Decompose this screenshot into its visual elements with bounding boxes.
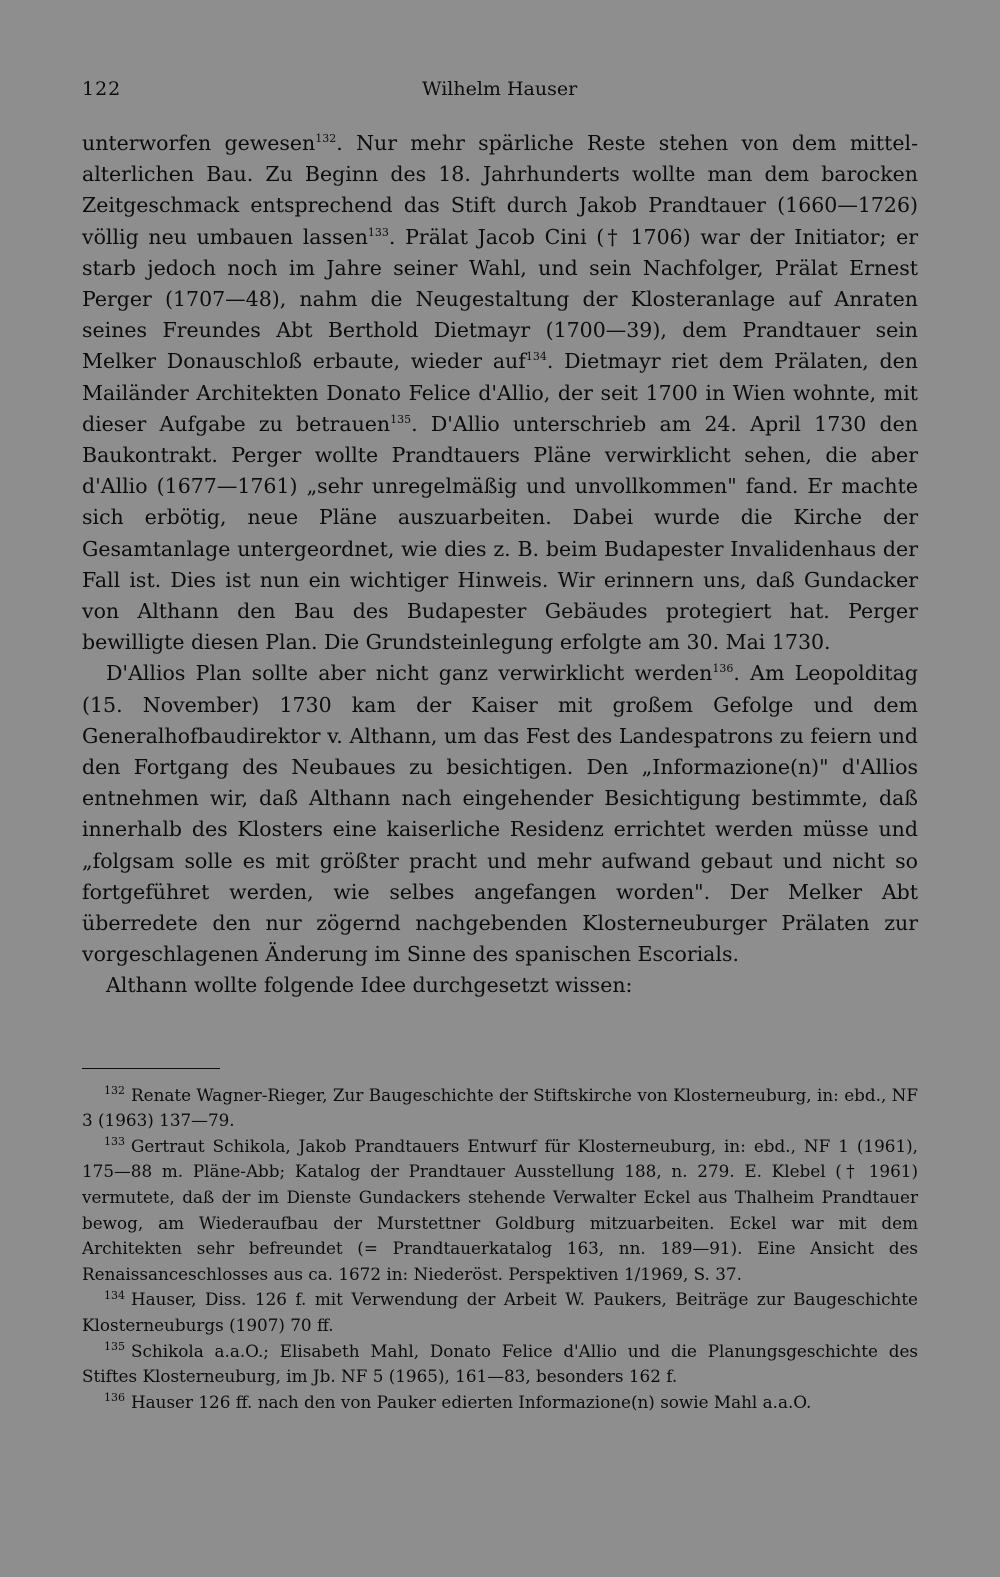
footnote-text: Hauser 126 ff. nach den von Pauker edierten Informazione(n) sowie Mahl a.a.O. xyxy=(131,1391,812,1412)
footnote-ref[interactable]: 134 xyxy=(525,350,547,364)
page-number: 122 xyxy=(82,78,122,100)
paragraph xyxy=(82,658,918,970)
running-head xyxy=(82,72,918,112)
footnote-number: 135 xyxy=(104,1340,125,1354)
footnote xyxy=(82,1083,918,1134)
book-page xyxy=(82,72,918,1415)
footnote-text: Gertraut Schikola, Jakob Prandtauers Entwurf für Klosterneuburg, in: ebd., NF 1 (1961), 175—88 m. Pläne-Abb; Katalog der Prandtauer Ausstellung 188, n. 279. E. Klebel († 1961) vermutete, daß der im Dienste Gundackers stehende Verwalter Eckel aus Thalheim Prandtauer bewog, am Wiederaufbau der Murstettner Goldburg mitzuarbeiten. Eckel war mit dem Architekten sehr befreundet (= Prandtauerkatalog 163, nn. 189—91). Eine Ansicht des Renaissanceschlosses aus ca. 1672 in: Niederöst. Perspektiven 1/1969, S. 37. xyxy=(82,1135,918,1284)
footnote xyxy=(82,1287,918,1338)
footnote-ref[interactable]: 133 xyxy=(367,225,389,239)
footnote-text: Renate Wagner-Rieger, Zur Baugeschichte der Stiftskirche von Klosterneuburg, in: ebd., NF 3 (1963) 137—79. xyxy=(82,1084,918,1131)
footnote xyxy=(82,1134,918,1288)
footnote xyxy=(82,1390,918,1416)
paragraph-text: D'Allios Plan sollte aber nicht ganz verwirklicht werden xyxy=(106,661,713,686)
footnote xyxy=(82,1339,918,1390)
paragraph-text: . Nur mehr spärliche Reste stehen von dem mittelalterlichen Bau. Zu Beginn des 18. Jahrhunderts wollte man dem barocken Zeitgeschmack entsprechend das Stift durch Jakob Prandtauer (1660—1726) völlig neu umbauen lassen xyxy=(82,131,918,249)
footnote-ref[interactable]: 135 xyxy=(390,413,412,426)
footnote-number: 133 xyxy=(104,1135,125,1149)
paragraph-text: Althann wollte folgende Idee durchgesetzt wissen: xyxy=(106,973,633,998)
paragraph-text: . Am Leopolditag (15. November) 1730 kam der Kaiser mit großem Gefolge und dem Generalhofbaudirektor v. Althann, um das Fest des Landespatrons zu feiern und den Fortgang des Neubaues zu besichtigen. Den „Informazione(n)" d'Allios entnehmen wir, daß Althann nach eingehender Besichtigung bestimmte, daß innerhalb des Klosters eine kaiserliche Residenz errichtet werden müsse und „folgsam solle es mit größter pracht und mehr aufwand gebaut und nicht so fortgeführet werden, wie selbes angefangen worden". Der Melker Abt überredete den nur zögernd nachgebenden Klosterneuburger Prälaten zur vorgeschlagenen Änderung im Sinne des spanischen Escorials. xyxy=(82,661,918,967)
footnotes xyxy=(82,1083,918,1416)
paragraph-text: unterworfen gewesen xyxy=(82,131,316,155)
footnote-number: 132 xyxy=(104,1084,125,1098)
paragraph xyxy=(82,128,918,658)
footnote-text: Schikola a.a.O.; Elisabeth Mahl, Donato Felice d'Allio und die Planungsgeschichte des Stiftes Klosterneuburg, im Jb. NF 5 (1965), 161—83, besonders 162 f. xyxy=(82,1340,918,1387)
paragraph xyxy=(82,970,918,1001)
paragraph-text: . D'Allio unterschrieb am 24. April 1730 den Baukontrakt. Perger wollte Prandtauers Pläne verwirklicht sehen, die aber d'Allio (1677—1761) „sehr unregelmäßig und unvollkommen" fand. Er machte sich erbötig, neue Pläne auszuarbeiten. Dabei wurde die Kirche der Gesamtanlage untergeordnet, wie dies z. B. beim Budapester Invalidenhaus der Fall ist. Dies ist nun ein wichtiger Hinweis. Wir erinnern uns, daß Gundacker von Althann den Bau des Budapester Gebäudes protegiert hat. Perger bewilligte diesen Plan. Die Grundsteinlegung erfolgte am 30. Mai 1730. xyxy=(82,411,919,655)
header-author: Wilhelm Hauser xyxy=(422,78,578,100)
footnote-text: Hauser, Diss. 126 f. mit Verwendung der Arbeit W. Paukers, Beiträge zur Baugeschichte Klosterneuburgs (1907) 70 ff. xyxy=(82,1289,918,1336)
footnote-number: 134 xyxy=(104,1288,125,1302)
footnote-number: 136 xyxy=(104,1391,125,1405)
paragraph-text: . Prälat Jacob Cini († 1706) war der Initiator; er starb jedoch noch im Jahre seiner Wahl, und sein Nachfolger, Prälat Ernest Perger (1707—48), nahm die Neugestaltung der Klosteranlage auf Anraten seines Freundes Abt Berthold Dietmayr (1700—39), dem Prandtauer sein Melker Donauschloß erbaute, wieder auf xyxy=(82,224,919,374)
footnote-rule xyxy=(82,1068,220,1069)
footnote-ref[interactable]: 136 xyxy=(712,662,734,676)
paragraph-text: . Dietmayr riet dem Prälaten, den Mailänder Architekten Donato Felice d'Allio, der seit 1700 in Wien wohnte, mit dieser Aufgabe zu betrauen xyxy=(82,349,918,436)
footnote-ref[interactable]: 132 xyxy=(315,132,337,146)
body-text xyxy=(82,128,918,1002)
